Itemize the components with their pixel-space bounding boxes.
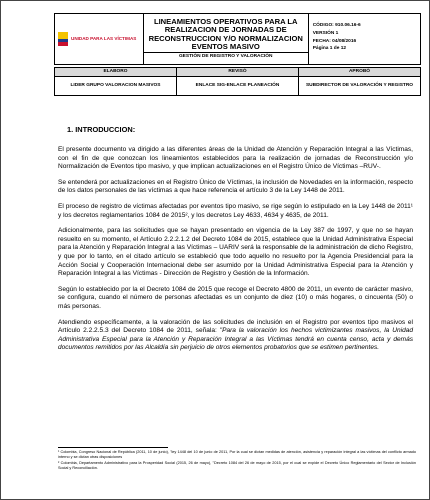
approvals-value-aprobo: SUBDIRECTOR DE VALORACIÓN Y REGISTRO [299,76,421,95]
paragraph: El presente documento va dirigido a las diferentes áreas de la Unidad de Atención y Reparación Integral a las Víctimas, con el fin de que conozcan los lineamientos establecidos para la realización de jornadas de Reconstrucción y/o Normalización de Eventos tipo masivo, y que implican actualizaciones en el Registro Único de Víctimas –RUV-. [58,146,413,171]
paragraph-last [58,319,413,353]
approvals-value-reviso: ENLACE SIG-ENLACE PLANEACIÓN [177,76,299,95]
footnote: ² Colombia, Departamento Administrativo para la Prosperidad Social (2015, 26 de mayo), "Decreto 1084 del 26 de mayo de 2015, por el cual se expide el Decreto Único Reglamentario del Sector de Inclusión Social y Reconciliación. [58,461,416,470]
approvals-value-row [55,76,421,95]
paragraph: El proceso de registro de víctimas afectadas por eventos tipo masivo, se rige según lo estipulado en la Ley 1448 de 2011¹ y los decretos reglamentarios 1084 de 2015², y los decretos Ley 4633, 4634 y 4635, de 2011. [58,202,413,219]
approvals-header-row [55,68,421,77]
document-header [54,13,421,65]
colombia-flag-icon [58,32,68,46]
paragraph: Se entenderá por actualizaciones en el Registro Único de Víctimas, la inclusión de Novedades en la información, respecto de los datos personales de las víctimas a que hace referencia el artículo 3 de la Ley 1448 de 2011. [58,178,413,195]
approvals-value-elaboro: LIDER GRUPO VALORACION MASIVOS [55,76,177,95]
approvals-table [54,67,421,96]
unidad-victimas-logo [55,32,143,46]
paragraph-text: Atendiendo específicamente, a la valoración de las solicitudes de inclusión en el Registro por eventos tipo masivos el Artículo 2.2.2.5.3 del Decreto 1084 de 2011, señala: [58,318,413,335]
approvals-header-elaboro: ELABORO [55,68,177,77]
title-cell [143,14,308,65]
approvals-header-aprobo: APROBÓ [299,68,421,77]
paragraph-quote: "Para la valoración los hechos victimizantes masivos, la Unidad Administrativa Especial para la Atención y Reparación Integral a las Víctimas tendrá en cuenta censo, acta y demás documentos remitidos por las Alcaldía sin perjuicio de otros elementos probatorios que se estimen pertinentes. [58,327,414,352]
footnote: ¹ Colombia, Congreso Nacional de República (2011, 10 de junio), "ley 1448 del 10 de junio de 2011, Por la cual se dictan medidas de atención, asistencia y reparación integral a las víctimas del conflicto armado interno y se dictan otras disposiciones [58,450,416,459]
paragraph: Según lo establecido por la el Decreto 1084 de 2015 que recoge el Decreto 4800 de 2011, un evento de carácter masivo, se configura, cuando el número de personas afectadas es un conjunto de diez (10) o más hogares, o cincuenta (50) o más personas. [58,285,413,310]
document-title: LINEAMIENTOS OPERATIVOS PARA LA REALIZACION DE JORNADAS DE RECONSTRUCCION Y/O NORMALIZACION EVENTOS MASIVO [148,17,303,51]
page-number: Página 1 de 12 [312,46,347,52]
section-title: 1. INTRODUCCION: [67,125,136,134]
document-subtitle: GESTIÓN DE REGISTRO Y VALORACIÓN [144,52,308,62]
paragraph: Adicionalmente, para las solicitudes que se hayan presentado en vigencia de la Ley 387 de 1997, y que no se hayan resuelto en su momento, el Artículo 2.2.2.1.2 del Decreto 1084 de 2015, establece que la Unidad Administrativa Especial para la Atención y Reparación Integral a las Víctimas – UARIV será la responsable de la administración de dicho Registro, y que por lo tanto, en el citado artículo se estableció que todo aquello no resuelto por la Agencia Presidencial para la Acción Social y Cooperación Internacional debe ser asumido por la Unidad Administrativa Especial para la Atención y Reparación Integral a las Víctimas - Dirección de Registro y Gestión de la Información. [58,227,413,278]
logo-cell [55,14,144,65]
document-version: VERSIÓN 1 [312,30,339,36]
footnotes [58,450,416,472]
document-body [58,146,413,360]
approvals-header-reviso: REVISÓ [177,68,299,77]
footnote-divider [58,447,168,448]
document-date: FECHA: 04/08/2016 [312,38,357,44]
meta-cell [308,14,420,65]
logo-text: UNIDAD PARA LAS VÍCTIMAS [71,36,137,42]
document-code: CÓDIGO: 910.06.16-6 [312,22,361,28]
